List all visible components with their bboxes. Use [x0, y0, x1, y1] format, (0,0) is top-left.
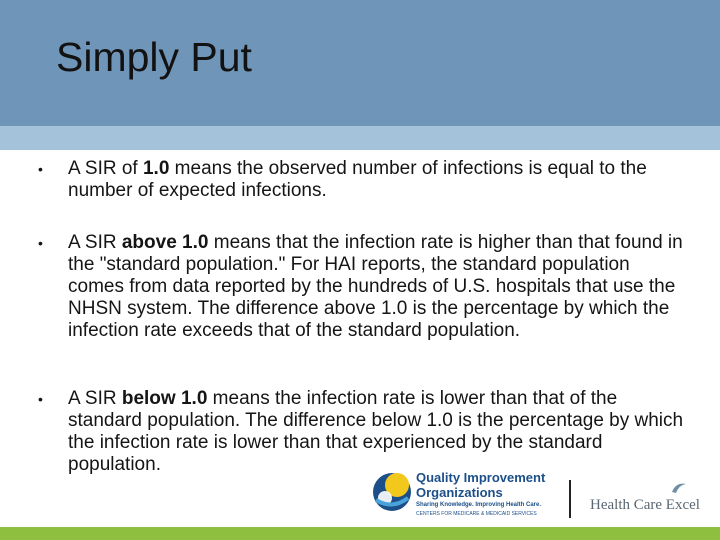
bullet-text: means the infection rate is lower than that of the standard population. The difference below 1.0 is the percentage by which the infection rate is lower than that experienced by the standard population.	[68, 388, 684, 475]
bullet-text: means the observed number of infections is equal to the number of expected infections.	[68, 158, 647, 201]
bullet-item	[38, 158, 688, 202]
qio-name-line2: Organizations	[416, 485, 503, 500]
title-bar	[0, 0, 720, 126]
hce-logo-text: Health Care Excel	[590, 497, 700, 513]
bullet-item	[38, 232, 688, 342]
qio-name-line1: Quality Improvement	[416, 470, 546, 485]
bullet-bold-text: 1.0	[142, 158, 170, 179]
bullet-glyph: •	[38, 161, 43, 177]
bullet-text: A SIR of	[68, 158, 143, 179]
bullet-glyph: •	[38, 235, 43, 251]
bullet-text: means that the infection rate is higher than that found in the "standard population." For HAI reports, the standard population comes from data reported by the hundreds of U.S. hospitals that use the NHSN system. The difference above 1.0 is the percentage by which the infection rate exceeds that of the standard population.	[68, 232, 683, 341]
bullet-text: A SIR	[68, 388, 122, 409]
bullet-bold-text: above 1.0	[121, 232, 209, 253]
qio-cms-text: CENTERS FOR MEDICARE & MEDICAID SERVICES	[416, 511, 537, 517]
qio-tagline: Sharing Knowledge. Improving Health Care.	[416, 502, 542, 508]
bottom-bar	[0, 527, 720, 540]
bullet-glyph: •	[38, 391, 43, 407]
accent-band	[0, 126, 720, 150]
qio-logo-icon	[372, 470, 412, 514]
footer-logos	[372, 470, 720, 520]
bullet-text: A SIR	[68, 232, 122, 253]
bullet-item	[38, 388, 688, 476]
hce-swoosh-icon	[670, 480, 688, 496]
logo-divider	[569, 480, 571, 518]
bullet-bold-text: below 1.0	[121, 388, 208, 409]
slide-title: Simply Put	[56, 34, 252, 80]
